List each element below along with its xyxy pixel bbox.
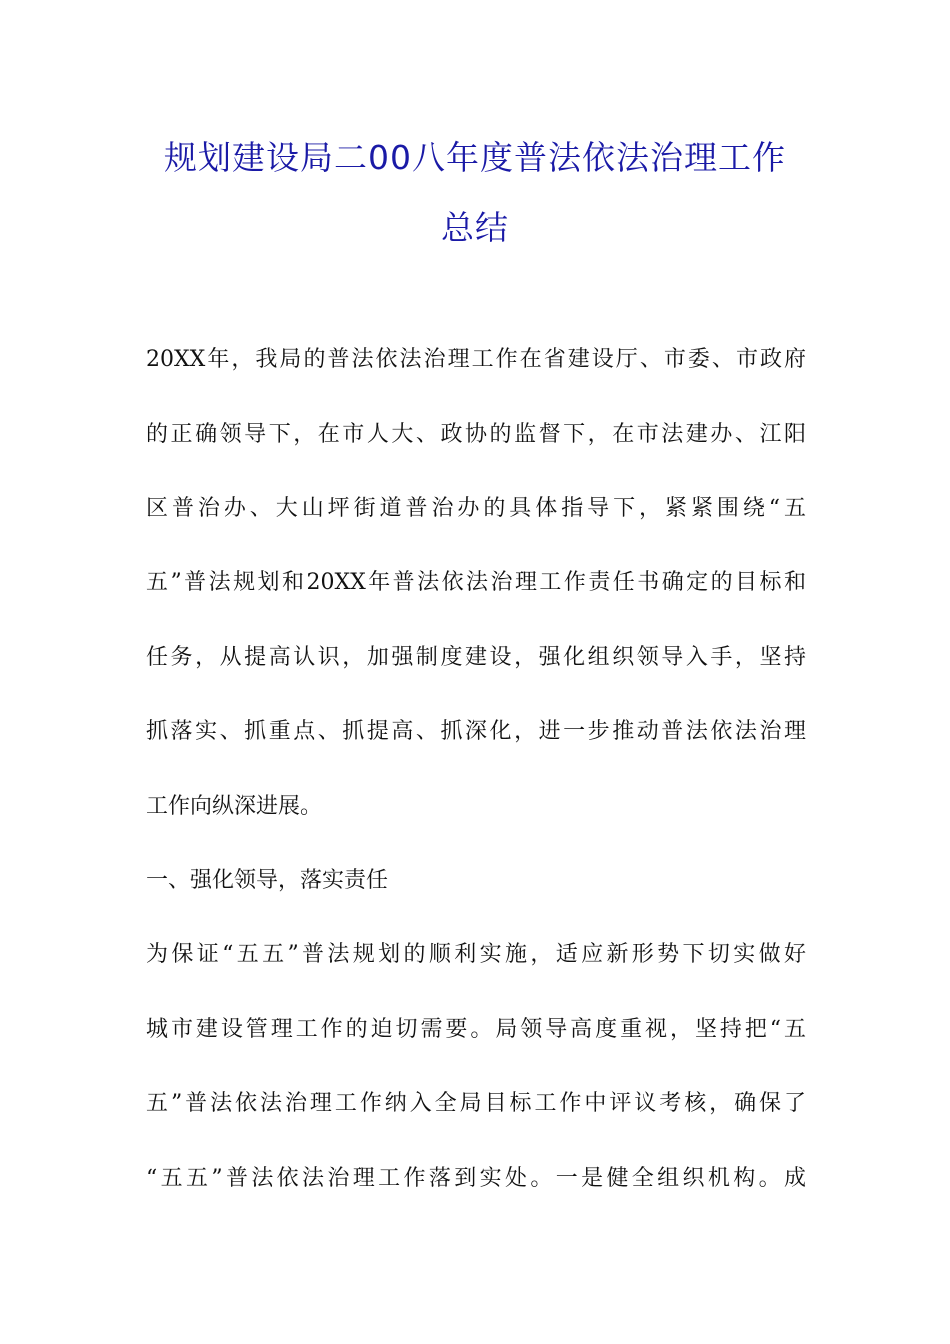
- paragraph-line: “五五”普法依法治理工作落到实处。一是健全组织机构。成: [146, 1166, 806, 1191]
- paragraph-line: 任务，从提高认识，加强制度建设，强化组织领导入手，坚持: [146, 645, 806, 670]
- paragraph-line: 区普治办、大山坪街道普治办的具体指导下，紧紧围绕“五: [146, 496, 806, 521]
- section-heading: 一、强化领导，落实责任: [146, 868, 389, 893]
- document-title-line-1: 规划建设局二00八年度普法依法治理工作: [164, 138, 786, 177]
- paragraph-line: 城市建设管理工作的迫切需要。局领导高度重视，坚持把“五: [146, 1017, 806, 1042]
- document-title-line-2: 总结: [441, 208, 509, 247]
- paragraph-line: 五”普法依法治理工作纳入全局目标工作中评议考核，确保了: [146, 1091, 806, 1116]
- paragraph-line: 为保证“五五”普法规划的顺利实施，适应新形势下切实做好: [146, 942, 806, 967]
- paragraph-line: 抓落实、抓重点、抓提高、抓深化，进一步推动普法依法治理: [146, 719, 806, 744]
- paragraph-line: 的正确领导下，在市人大、政协的监督下，在市法建办、江阳: [146, 422, 806, 447]
- paragraph-line: 20XX年，我局的普法依法治理工作在省建设厅、市委、市政府: [146, 347, 806, 372]
- paragraph-line: 工作向纵深进展。: [146, 794, 323, 819]
- paragraph-line: 五”普法规划和20XX年普法依法治理工作责任书确定的目标和: [146, 570, 806, 595]
